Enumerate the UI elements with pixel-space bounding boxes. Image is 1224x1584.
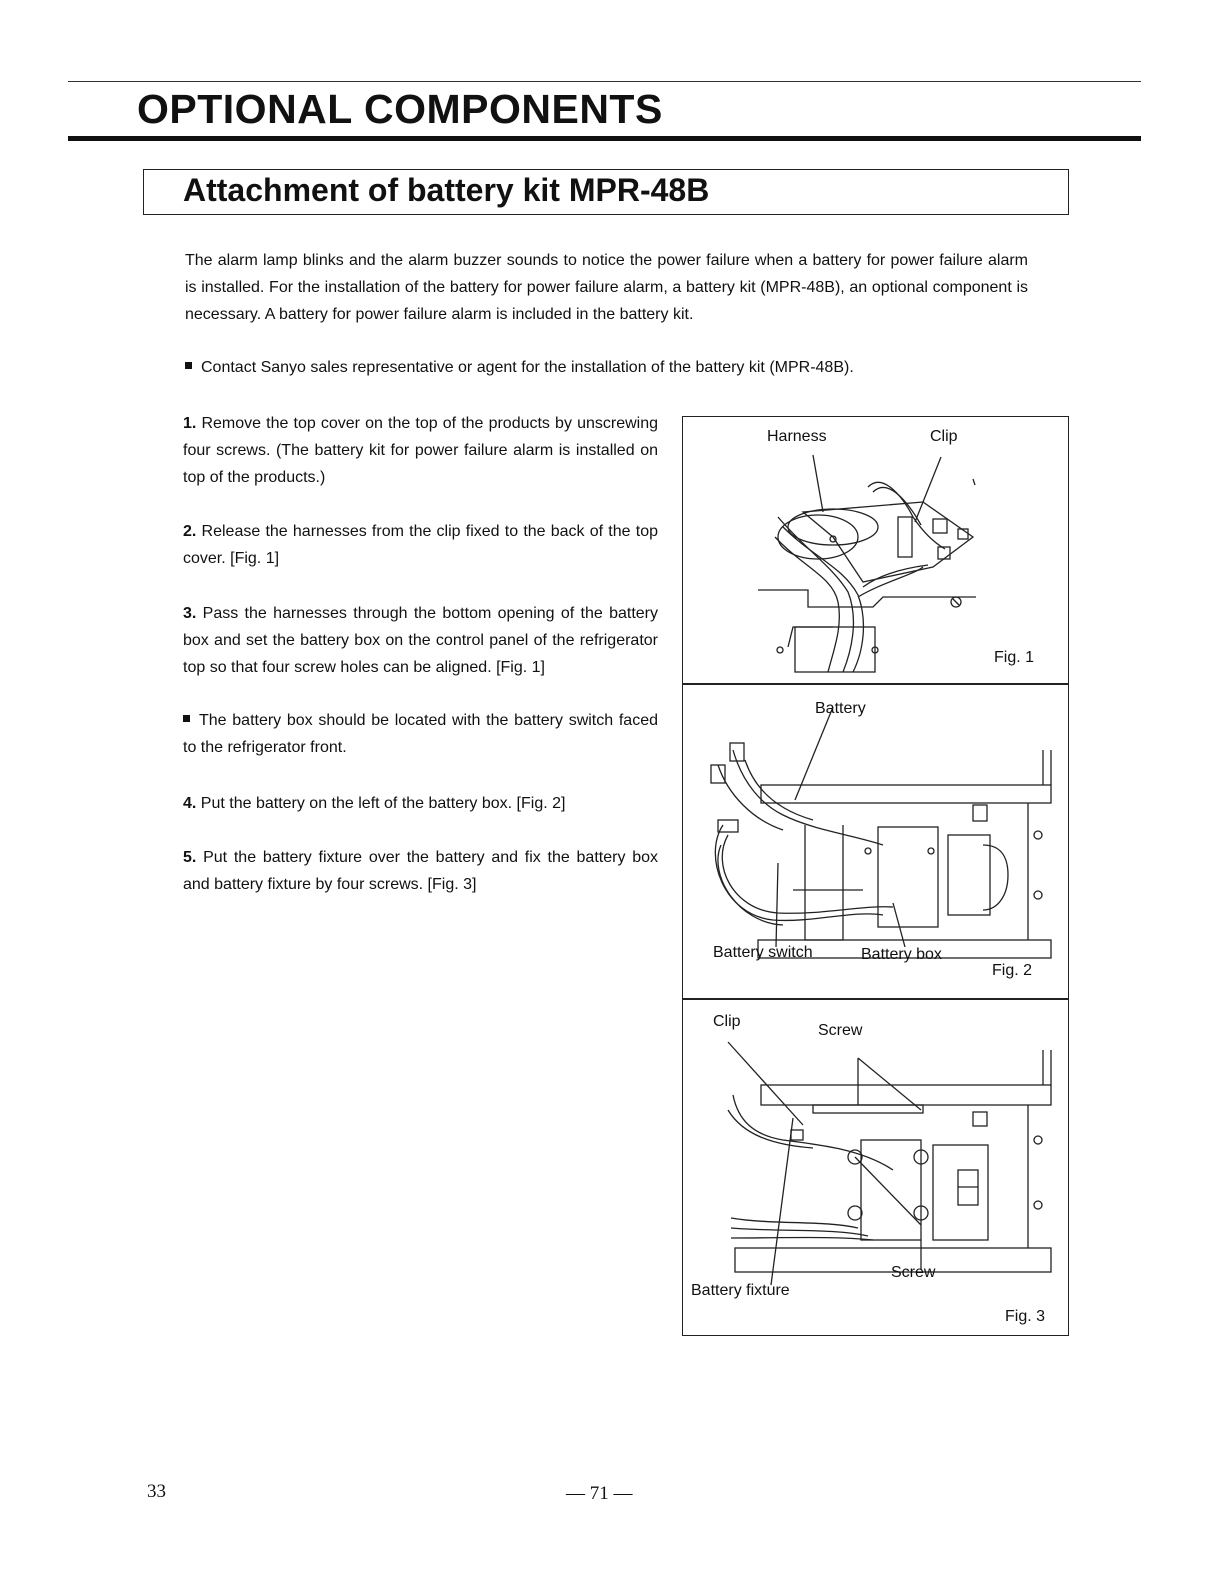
step-5 bbox=[183, 844, 658, 898]
step-text: Release the harnesses from the clip fixed to the back of the top cover. [Fig. 1] bbox=[183, 523, 658, 567]
fig2-label-battery: Battery bbox=[815, 700, 866, 717]
fig1-caption: Fig. 1 bbox=[994, 649, 1035, 666]
step-3 bbox=[183, 600, 658, 681]
bullet-square-icon bbox=[183, 715, 190, 722]
fig3-caption: Fig. 3 bbox=[1005, 1308, 1046, 1325]
fig2-label-battery-box: Battery box bbox=[861, 946, 942, 963]
intro-paragraph: The alarm lamp blinks and the alarm buzzer sounds to notice the power failure when a battery for power failure alarm is installed. For the installation of the battery for power failure alarm, a battery kit (MPR-48B), an optional component is necessary. A battery for power failure alarm is included in the battery kit. bbox=[185, 252, 1028, 323]
step-1 bbox=[183, 410, 658, 491]
bullet-square-icon bbox=[185, 362, 192, 369]
step-2 bbox=[183, 518, 658, 572]
step-number: 1. bbox=[183, 415, 197, 432]
fig2-caption: Fig. 2 bbox=[992, 962, 1033, 979]
fig3-label-clip: Clip bbox=[713, 1013, 741, 1030]
step-number: 3. bbox=[183, 605, 197, 622]
page-title: OPTIONAL COMPONENTS bbox=[137, 86, 663, 132]
step-note-text: The battery box should be located with the battery switch faced to the refrigerator front. bbox=[183, 712, 658, 756]
step-number: 2. bbox=[183, 523, 197, 540]
section-title: Attachment of battery kit MPR-48B bbox=[183, 172, 710, 208]
step-number: 5. bbox=[183, 849, 197, 866]
step-text: Pass the harnesses through the bottom opening of the battery box and set the battery box on the control panel of the refrigerator top so that four screw holes can be aligned. [Fig. 1] bbox=[183, 605, 658, 676]
page-number: 33 bbox=[147, 1481, 166, 1502]
page-footer: — 71 — bbox=[566, 1483, 633, 1504]
fig3-label-battery-fixture: Battery fixture bbox=[691, 1282, 790, 1299]
fig2-label-battery-switch: Battery switch bbox=[713, 944, 813, 961]
title-rule bbox=[68, 136, 1141, 141]
figure-1-illustration bbox=[683, 417, 1068, 683]
fig1-label-clip: Clip bbox=[930, 428, 958, 445]
intro-note bbox=[185, 354, 854, 381]
step-text: Remove the top cover on the top of the products by unscrewing four screws. (The battery kit for power failure alarm is installed on top of the products.) bbox=[183, 415, 658, 486]
step-text: Put the battery fixture over the battery and fix the battery box and battery fixture by four screws. [Fig. 3] bbox=[183, 849, 658, 893]
step-3-note bbox=[183, 707, 658, 761]
fig3-label-screw-bottom: Screw bbox=[891, 1264, 936, 1281]
top-rule bbox=[68, 81, 1141, 82]
intro-note-text: Contact Sanyo sales representative or agent for the installation of the battery kit (MPR-48B). bbox=[201, 359, 854, 376]
step-number: 4. bbox=[183, 795, 197, 812]
step-text: Put the battery on the left of the battery box. [Fig. 2] bbox=[200, 795, 566, 812]
fig1-label-harness: Harness bbox=[767, 428, 827, 445]
fig3-label-screw-top: Screw bbox=[818, 1022, 863, 1039]
step-4 bbox=[183, 790, 658, 817]
